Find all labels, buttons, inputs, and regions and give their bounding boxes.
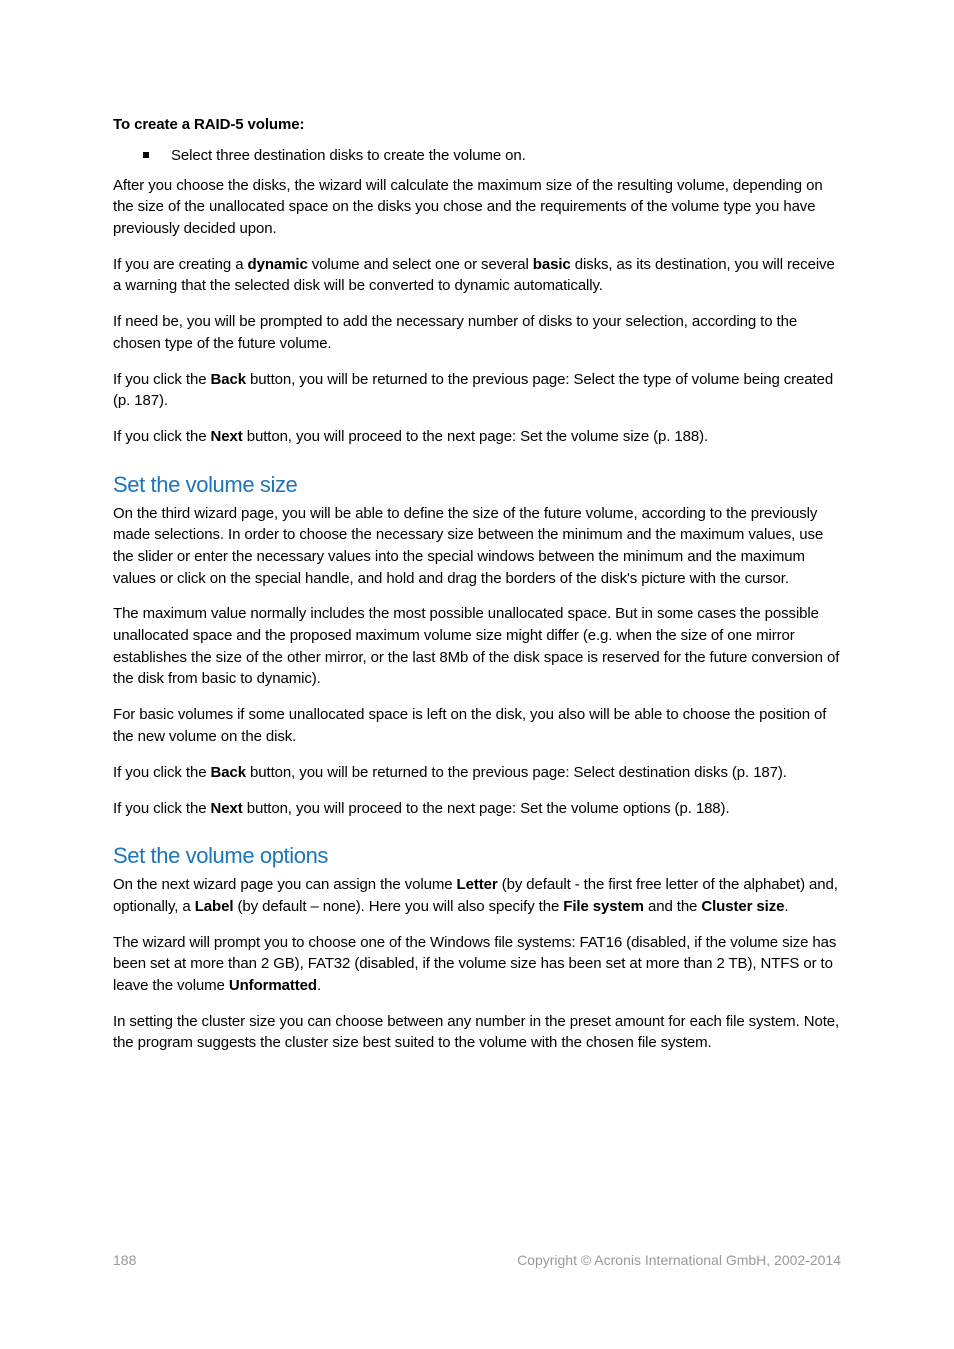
bold-term: Label (194, 897, 234, 915)
paragraph (113, 704, 845, 747)
bold-term: File system (563, 897, 644, 915)
bold-term: Letter (456, 876, 498, 894)
section (113, 471, 845, 819)
text-run: In setting the cluster size you can choose between any number in the preset amount for each file system. Note, the program suggests the cluster size best suited to the volume with the chosen file system. (113, 1012, 840, 1052)
bullet-text: Select three destination disks to create the volume on. (171, 146, 526, 164)
bullet-list (113, 145, 845, 167)
page-content (113, 114, 845, 1068)
bullet-item (113, 145, 845, 167)
text-run: The wizard will prompt you to choose one of the Windows file systems: FAT16 (disabled, if the volume size has been set at more than 2 GB), FAT32 (disabled, if the volume size has been set at more than 2 TB), NTFS or to leave the volume (113, 933, 837, 994)
sections (113, 471, 845, 1054)
paragraph (113, 254, 845, 297)
text-run: The maximum value normally includes the most possible unallocated space. But in some cases the possible unallocated space and the proposed maximum volume size might differ (e.g. when the size of one mirror establishes the size of the other mirror, or the last 8Mb of the disk space is reserved for the future conversion of the disk from basic to dynamic). (113, 605, 840, 688)
text-run: (by default - the first free letter of the alphabet) and, optionally, a (113, 876, 838, 915)
bold-term: basic (532, 255, 571, 273)
text-run: If you click the (113, 799, 211, 817)
copyright-notice: Copyright © Acronis International GmbH, 2002-2014 (517, 1252, 841, 1268)
bold-term: Next (210, 799, 243, 817)
procedure-heading: To create a RAID-5 volume: (113, 116, 305, 133)
bold-term: dynamic (247, 255, 308, 273)
intro-paragraphs (113, 175, 845, 448)
square-bullet-icon (143, 152, 149, 158)
page-footer (113, 1250, 841, 1270)
text-run: . (784, 897, 789, 915)
section-heading: Set the volume size (113, 471, 298, 497)
paragraph (113, 762, 845, 784)
text-run: For basic volumes if some unallocated space is left on the disk, you also will be able to choose the position of the new volume on the disk. (113, 706, 827, 745)
paragraph (113, 1011, 845, 1054)
paragraph (113, 503, 845, 589)
text-run: volume and select one or several (307, 255, 533, 273)
text-run: button, you will be returned to the previous page: Select the type of volume being created (p. 187). (113, 370, 834, 410)
text-run: If you click the (113, 763, 211, 781)
text-run: button, you will proceed to the next page: Set the volume options (p. 188). (242, 799, 730, 817)
text-run: (by default – none). Here you will also specify the (233, 897, 564, 915)
text-run: button, you will be returned to the previous page: Select destination disks (p. 187). (245, 763, 787, 781)
paragraph (113, 369, 845, 412)
bold-term: Unformatted (228, 976, 317, 994)
bold-term: Next (210, 428, 243, 446)
text-run: and the (643, 897, 702, 915)
text-run: If need be, you will be prompted to add the necessary number of disks to your selection, according to the chosen type of the future volume. (113, 313, 798, 352)
paragraph (113, 798, 845, 820)
bold-term: Back (210, 763, 246, 781)
paragraph (113, 426, 845, 448)
text-run: . (316, 976, 322, 994)
text-run: If you click the (113, 370, 211, 388)
text-run: On the next wizard page you can assign the volume (113, 876, 457, 894)
text-run: If you click the (113, 428, 211, 446)
text-run: After you choose the disks, the wizard will calculate the maximum size of the resulting volume, depending on the size of the unallocated space on the disks you chose and the requirements of the volume type you have previously decided upon. (113, 176, 823, 237)
page-number: 188 (113, 1252, 137, 1268)
text-run: disks, as its destination, you will receive a warning that the selected disk will be converted to dynamic automatically. (113, 255, 835, 295)
paragraph (113, 175, 845, 240)
text-run: On the third wizard page, you will be able to define the size of the future volume, according to the previously made selections. In order to choose the necessary size between the minimum and the maximum values, use the slider or enter the necessary values into the special windows between the minimum and the maximum values or click on the special handle, and hold and drag the borders of the disk's picture with the cursor. (113, 504, 824, 587)
bold-term: Back (210, 370, 246, 388)
paragraph (113, 932, 845, 997)
section-heading: Set the volume options (113, 843, 329, 869)
section (113, 842, 845, 1054)
paragraph (113, 874, 845, 917)
text-run: button, you will proceed to the next page: Set the volume size (p. 188). (242, 428, 709, 446)
bold-term: Cluster size (701, 897, 785, 915)
paragraph (113, 311, 845, 354)
paragraph (113, 603, 845, 689)
text-run: If you are creating a (113, 255, 248, 273)
